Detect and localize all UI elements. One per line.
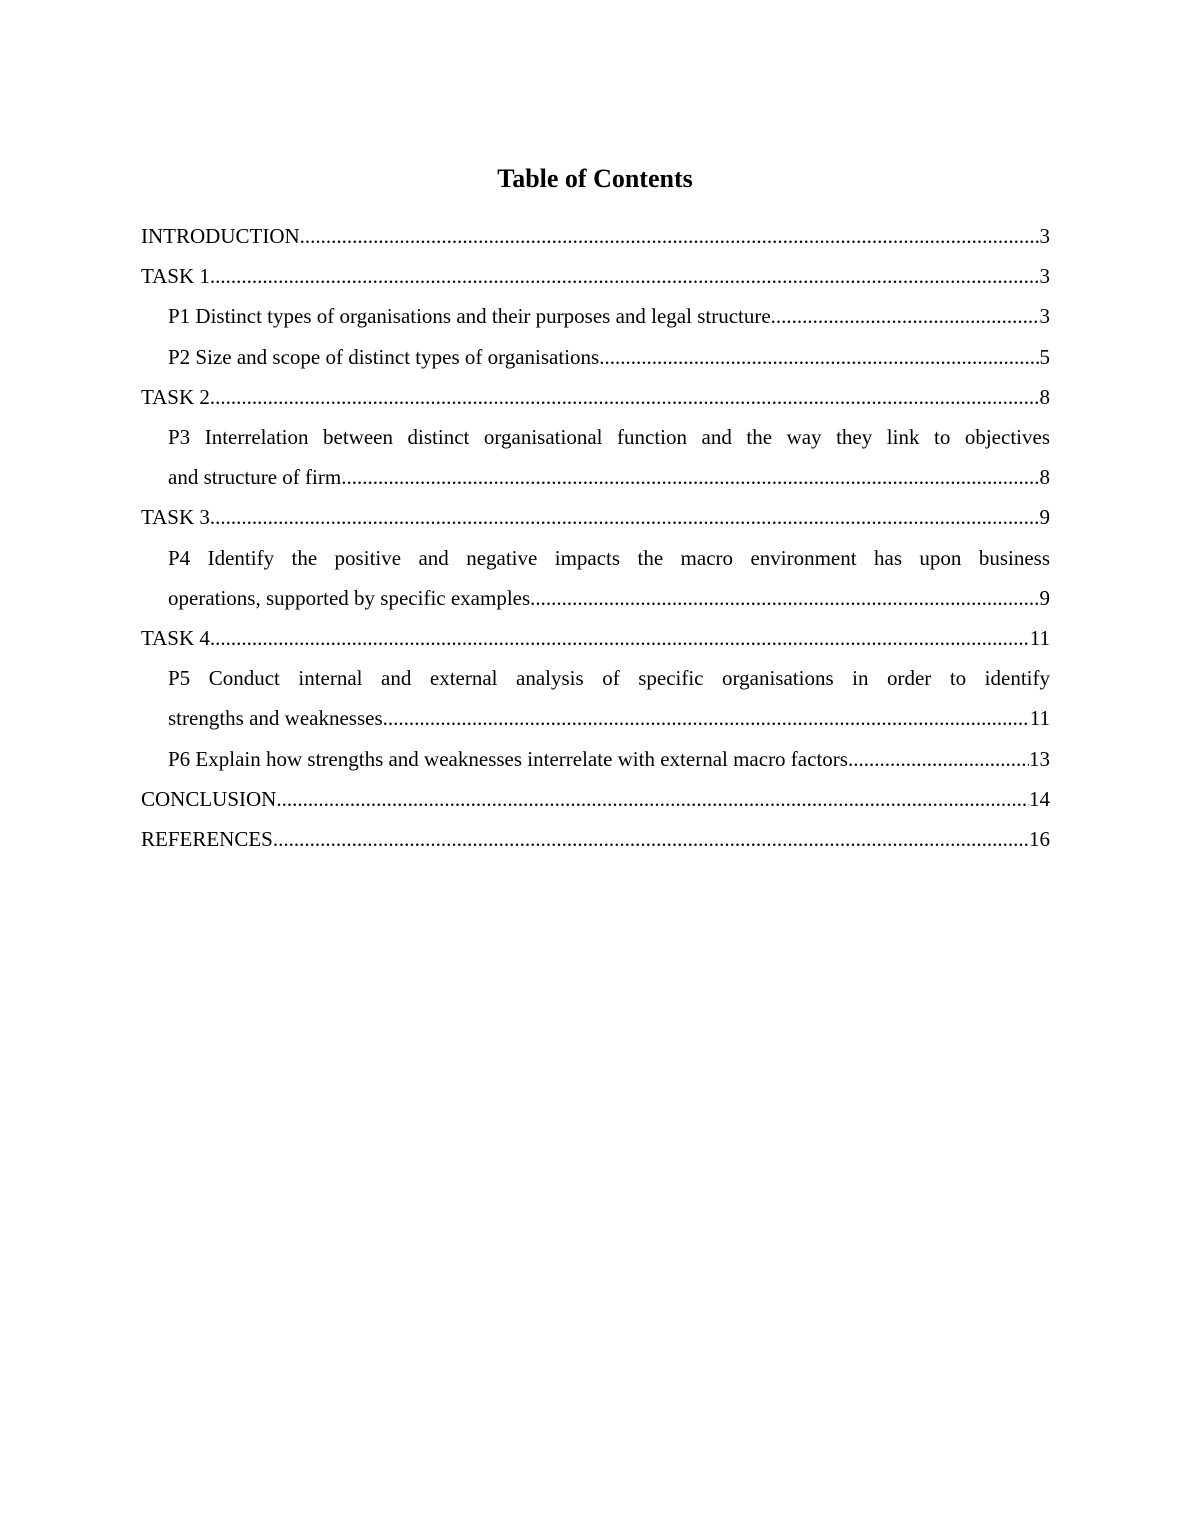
toc-entry-text: TASK 4 [141, 626, 210, 651]
toc-entry-lead-text: P5 Conduct internal and external analysis of specific organisations in order to identify [168, 666, 1050, 691]
toc-page-number: 16 [1029, 827, 1050, 852]
toc-entry-lead-text: P3 Interrelation between distinct organisational function and the way they link to objectives [168, 425, 1050, 450]
dot-leader [210, 377, 1040, 417]
dot-leader [273, 819, 1029, 859]
toc-entry-task-2[interactable] [141, 377, 1050, 417]
toc-entry-p6[interactable] [168, 739, 1050, 779]
toc-entry-introduction[interactable] [141, 216, 1050, 256]
toc-entry-text: TASK 3 [141, 505, 210, 530]
toc-entry-text: operations, supported by specific examples [168, 585, 531, 610]
dot-leader [771, 296, 1040, 336]
toc-entry-text: P1 Distinct types of organisations and their purposes and legal structure [168, 304, 771, 329]
dot-leader [599, 337, 1039, 377]
dot-leader [300, 216, 1040, 256]
toc-entry-p1[interactable] [168, 296, 1050, 336]
toc-entry-text: TASK 1 [141, 264, 210, 289]
toc-entry-p5[interactable] [168, 658, 1050, 738]
toc-entry-task-4[interactable] [141, 618, 1050, 658]
toc-page-number: 9 [1039, 585, 1050, 610]
dot-leader [210, 497, 1040, 537]
toc-page-number: 11 [1029, 706, 1050, 731]
toc-page-number: 5 [1039, 344, 1050, 369]
toc-title: Table of Contents [497, 164, 693, 193]
toc-page-number: 3 [1039, 224, 1050, 248]
dot-leader [848, 739, 1029, 779]
toc-entry-text: P6 Explain how strengths and weaknesses interrelate with external macro factors [168, 746, 848, 771]
toc-entry-text: strengths and weaknesses. [168, 706, 388, 731]
toc-page-number: 14 [1029, 786, 1050, 811]
toc-entry-text: INTRODUCTION [141, 224, 300, 248]
toc-entry-task-1[interactable] [141, 256, 1050, 296]
toc-entry-text: P2 Size and scope of distinct types of organisations [168, 344, 600, 369]
dot-leader [388, 698, 1030, 738]
toc-page-number: 8 [1039, 465, 1050, 490]
toc-page-number: 3 [1039, 264, 1050, 289]
toc-entry-p3[interactable] [168, 417, 1050, 497]
toc-page-number: 13 [1029, 746, 1050, 771]
toc-list [141, 216, 1050, 859]
toc-entry-task-3[interactable] [141, 497, 1050, 537]
toc-entry-text: TASK 2 [141, 384, 210, 409]
dot-leader [530, 578, 1039, 618]
toc-page-number: 11 [1029, 626, 1050, 651]
dot-leader [341, 457, 1039, 497]
toc-page-number: 8 [1039, 384, 1050, 409]
dot-leader [210, 256, 1040, 296]
toc-page-number: 9 [1039, 505, 1050, 530]
dot-leader [276, 779, 1029, 819]
toc-entry-references[interactable] [141, 819, 1050, 859]
toc-entry-p2[interactable] [168, 337, 1050, 377]
toc-entry-text: REFERENCES [141, 827, 273, 852]
toc-entry-text: CONCLUSION [141, 786, 277, 811]
toc-page-number: 3 [1039, 304, 1050, 329]
toc-entry-conclusion[interactable] [141, 779, 1050, 819]
toc-entry-p4[interactable] [168, 538, 1050, 618]
toc-entry-text: and structure of firm [168, 465, 342, 490]
dot-leader [210, 618, 1030, 658]
toc-entry-lead-text: P4 Identify the positive and negative impacts the macro environment has upon business [168, 545, 1050, 570]
